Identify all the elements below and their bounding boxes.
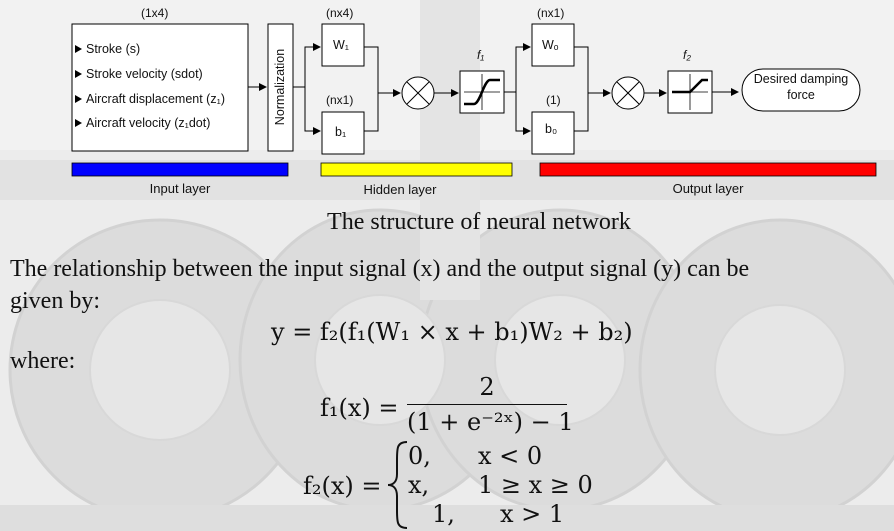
f1-numerator: 2 (479, 373, 495, 401)
input-item-stroke-velocity: Stroke velocity (sdot) (86, 67, 203, 81)
diagram-caption: The structure of neural network (327, 209, 631, 235)
output-label-line2: force (787, 88, 815, 102)
bo-label: b₀ (545, 122, 558, 136)
f2-case-condition: x < 0 (478, 442, 543, 470)
normalization-label: Normalization (273, 48, 287, 126)
main-equation: y = f₂(f₁(W₁ × x + b₁)W₂ + b₂) (271, 318, 633, 346)
multiply-node-2 (612, 77, 644, 109)
fraction-bar (407, 404, 567, 405)
f2-equation-lhs: f₂(x) = (303, 472, 382, 500)
f1-equation-lhs: f₁(x) = (320, 394, 399, 422)
f2-activation-box (668, 71, 712, 113)
input-item-aircraft-displacement: Aircraft displacement (z₁) (86, 92, 225, 106)
output-label-line1: Desired damping (753, 72, 849, 86)
input-layer-bar (72, 163, 288, 176)
f2-case-condition: x > 1 (500, 500, 565, 528)
f2-case-row (408, 442, 593, 471)
f2-case-value: 0, (408, 442, 431, 470)
wo-label: Wₒ (542, 38, 559, 52)
f2-case-row (408, 500, 593, 529)
w1-label: W₁ (333, 38, 350, 52)
hidden-layer-label: Hidden layer (363, 182, 437, 197)
output-layer-bar (540, 163, 876, 176)
f2-label: f₂ (683, 48, 691, 62)
f1-fraction (407, 372, 574, 437)
f2-cases (408, 442, 593, 529)
f2-case-value: x, (408, 471, 430, 499)
input-item-aircraft-velocity: Aircraft velocity (z₁dot) (86, 116, 211, 130)
b1-label: b₁ (335, 125, 347, 139)
f1-denominator: (1 + e⁻²ˣ) − 1 (407, 408, 574, 436)
multiply-node-1 (402, 77, 434, 109)
f1-activation-box (460, 71, 504, 113)
output-label (742, 71, 860, 103)
f2-case-condition: 1 ≥ x ≥ 0 (478, 471, 593, 499)
b1-dimension-label: (nx1) (326, 93, 354, 107)
w1-dimension-label: (nx4) (326, 6, 354, 20)
input-item-stroke: Stroke (s) (86, 42, 141, 56)
bo-dimension-label: (1) (546, 93, 561, 107)
input-layer-label: Input layer (149, 181, 211, 196)
f1-label: f₁ (477, 48, 485, 62)
input-dimension-label: (1x4) (141, 6, 169, 20)
f2-case-row (408, 471, 593, 500)
relationship-text-line2: given by: (10, 288, 100, 314)
output-layer-label: Output layer (672, 181, 744, 196)
wo-dimension-label: (nx1) (537, 6, 565, 20)
f2-case-value: 1, (432, 500, 455, 528)
where-label: where: (10, 348, 76, 374)
hidden-layer-bar (321, 163, 512, 176)
relationship-text-line1: The relationship between the input signal (x) and the output signal (y) can be (10, 256, 750, 282)
